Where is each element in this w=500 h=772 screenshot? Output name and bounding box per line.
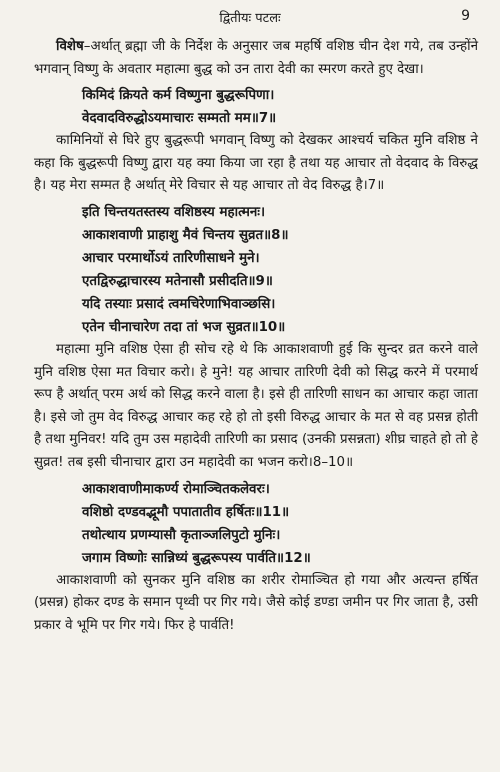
verse-line: वशिष्ठो दण्डवद्भूमौ पपातातीव हर्षितः॥11॥ <box>82 504 290 520</box>
verse-line: वेदवादविरुद्धोऽयमाचारः सम्मतो मम॥7॥ <box>82 111 277 127</box>
verse-line: किमिदं क्रियते कर्म विष्णुना बुद्धरूपिणा। <box>82 88 275 104</box>
verse-line: इति चिन्तयतस्तस्य वशिष्ठस्य महात्मनः। <box>82 204 266 220</box>
commentary-paragraph-4: आकाशवाणी को सुनकर मुनि वशिष्ठ का शरीर रोमाञ्चित हो गया और अत्यन्त हर्षित (प्रसन्न) होकर दण्ड के समान पृथ्वी पर गिर गये। जैसे कोई डण्डा जमीन पर गिर जाता है, उसी प्रकार वे भूमि पर गिर गये। फिर हे पार्वति! <box>34 572 478 633</box>
commentary-paragraph-3: महात्मा मुनि वशिष्ठ ऐसा ही सोच रहे थे कि आकाशवाणी हुई कि सुन्दर व्रत करने वाले मुनि वशिष्ठ ऐसा मत विचार करो। हे मुने! यह आचार तारिणी देवी को सिद्ध करने में परमार्थ रूप है अर्थात् परम अर्थ को सिद्ध करने वाला है। इसे ही तारिणी साधन का आचार कहा जाता है। इसे जो तुम वेद विरुद्ध आचार कह रहे हो तो इसी विरुद्ध आचार के मत से वह प्रसन्न होती है तथा मुनिवर! यदि तुम उस महादेवी तारिणी का प्रसाद (उनकी प्रसन्नता) शीघ्र चाहते हो तो हे सुव्रत! तब इसी चीनाचार द्वारा उन महादेवी का भजन करो।8–10॥ <box>34 341 478 470</box>
verse-line: यदि तस्याः प्रसादं त्वमचिरेणाभिवाञ्छसि। <box>82 296 276 312</box>
commentary-paragraph-2: कामिनियों से घिरे हुए बुद्धरूपी भगवान् विष्णु को देखकर आश्चर्य चकित मुनि वशिष्ठ ने कहा कि बुद्धरूपी विष्णु द्वारा यह क्या किया जा रहा है तथा यह आचार तो वेदवाद के विरुद्ध है। यह मेरा सम्मत है अर्थात् मेरे विचार से यह आचार तो वेद विरुद्ध है।7॥ <box>34 133 478 194</box>
running-title: द्वितीयः पटलः <box>219 11 281 26</box>
commentary-paragraph-1-text: –अर्थात् ब्रह्मा जी के निर्देश के अनुसार जब महर्षि वशिष्ठ चीन देश गये, तब उन्होंने भगवान् विष्णु के अवतार महात्मा बुद्ध को उन तारा देवी का स्मरण करते हुए देखा। <box>34 39 478 77</box>
verse-line: जगाम विष्णोः सान्निध्यं बुद्धरूपस्य पार्वति॥12॥ <box>82 550 311 566</box>
verse-line: एतद्विरुद्धाचारस्य मतेनासौ प्रसीदति॥9॥ <box>82 273 273 289</box>
page-number: 9 <box>461 8 470 24</box>
verse-line: आकाशवाणीमाकर्ण्य रोमाञ्चितकलेवरः। <box>82 481 270 497</box>
verse-line: आचार परमार्थोऽयं तारिणीसाधने मुने। <box>82 250 260 266</box>
page-body <box>34 36 478 637</box>
commentary-paragraph-1 <box>34 36 478 81</box>
page-header <box>0 8 500 28</box>
vishesh-label: विशेष <box>56 39 84 54</box>
verse-line: आकाशवाणी प्राहाशु मैवं चिन्तय सुव्रत॥8॥ <box>82 227 289 243</box>
verse-line: तथोत्थाय प्रणम्यासौ कृताञ्जलिपुटो मुनिः। <box>82 527 281 543</box>
verse-line: एतेन चीनाचारेण तदा तां भज सुव्रत॥10॥ <box>82 319 286 335</box>
